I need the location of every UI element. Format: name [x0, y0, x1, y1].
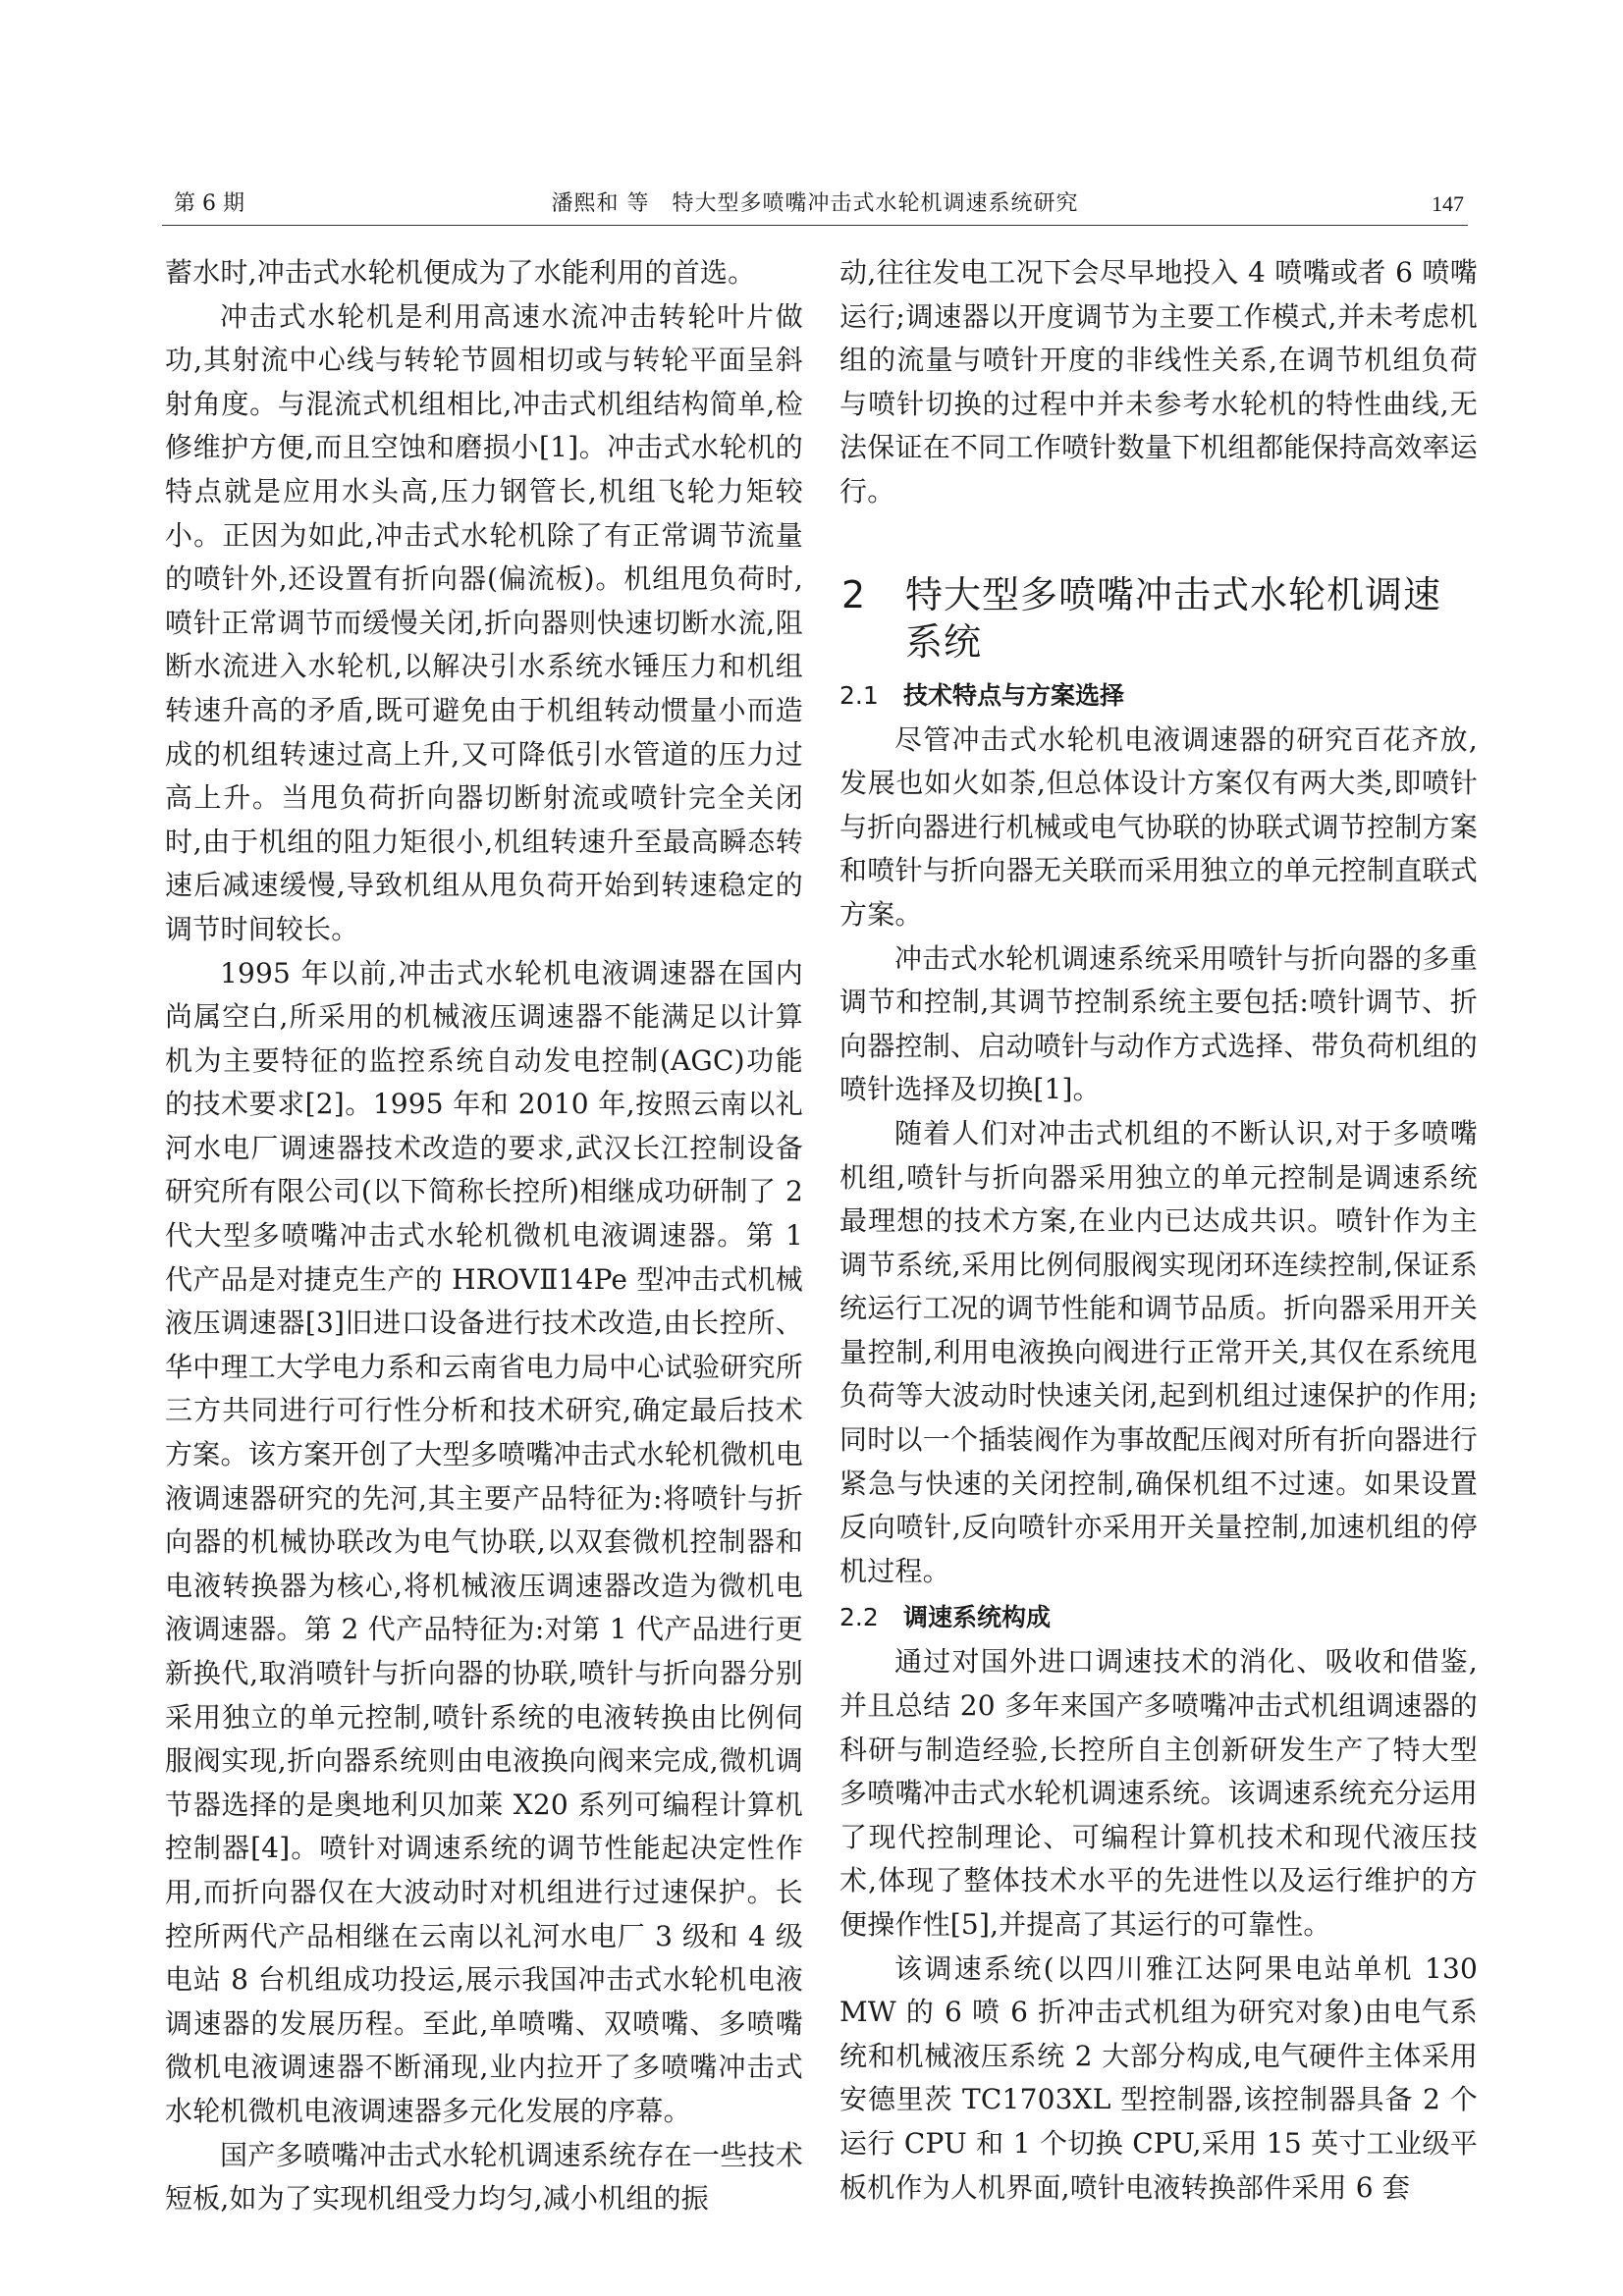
- paragraph: 蓄水时,冲击式水轮机便成为了水能利用的首选。: [165, 256, 756, 289]
- paragraph: 尽管冲击式水轮机电液调速器的研究百花齐放,发展也如火如荼,但总体设计方案仅有两大类,即喷针与折向器进行机械或电气协联的协联式调节控制方案和喷针与折向器无关联而采用独立的单元控制直联式方案。: [839, 722, 1478, 931]
- paragraph: 冲击式水轮机调速系统采用喷针与折向器的多重调节和控制,其调节控制系统主要包括:喷针调节、折向器控制、启动喷针与动作方式选择、带负荷机组的喷针选择及切换[1]。: [839, 941, 1478, 1106]
- paragraph: 通过对国外进口调速技术的消化、吸收和借鉴,并且总结 20 多年来国产多喷嘴冲击式机组调速器的科研与制造经验,长控所自主创新研发生产了特大型多喷嘴冲击式水轮机调速系统。该调速系统充分运用了现代控制理论、可编程计算机技术和现代液压技术,体现了整体技术水平的先进性以及运行维护的方便操作性[5],并提高了其运行的可靠性。: [839, 1645, 1478, 1941]
- running-title: 潘熙和 等 特大型多喷嘴冲击式水轮机调速系统研究: [551, 191, 1079, 216]
- subsection-title: 调速系统构成: [903, 1603, 1052, 1632]
- subsection-number: 2.1: [839, 680, 879, 710]
- section-title: 特大型多喷嘴冲击式水轮机调速系统: [905, 572, 1442, 664]
- subsection-title: 技术特点与方案选择: [903, 680, 1125, 710]
- subsection-heading: [839, 1599, 1478, 1636]
- subsection-heading: [839, 677, 1478, 715]
- left-column: [165, 251, 803, 2221]
- paragraph: 1995 年以前,冲击式水轮机电液调速器在国内尚属空白,所采用的机械液压调速器不能满足以计算机为主要特征的监控系统自动发电控制(AGC)功能的技术要求[2]。1995 年和 2010 年,按照云南以礼河水电厂调速器技术改造的要求,武汉长江控制设备研究所有限公司(以下简称长控所)相继成功研制了 2 代大型多喷嘴冲击式水轮机微机电液调速器。第 1 代产品是对捷克生产的 HROVⅡ14Pe 型冲击式机械液压调速器[3]旧进口设备进行技术改造,由长控所、华中理工大学电力系和云南省电力局中心试验研究所三方共同进行可行性分析和技术研究,确定最后技术方案。该方案开创了大型多喷嘴冲击式水轮机微机电液调速器研究的先河,其主要产品特征为:将喷针与折向器的机械协联改为电气协联,以双套微机控制器和电液转换器为核心,将机械液压调速器改造为微机电液调速器。第 2 代产品特征为:对第 1 代产品进行更新换代,取消喷针与折向器的协联,喷针与折向器分别采用独立的单元控制,喷针系统的电液转换由比例伺服阀实现,折向器系统则由电液换向阀来完成,微机调节器选择的是奥地利贝加莱 X20 系列可编程计算机控制器[4]。喷针对调速系统的调节性能起决定性作用,而折向器仅在大波动时对机组进行过速保护。长控所两代产品相继在云南以礼河水电厂 3 级和 4 级电站 8 台机组成功投运,展示我国冲击式水轮机电液调速器的发展历程。至此,单喷嘴、双喷嘴、多喷嘴微机电液调速器不断涌现,业内拉开了多喷嘴冲击式水轮机微机电液调速器多元化发展的序幕。: [165, 956, 803, 2127]
- paragraph: 冲击式水轮机是利用高速水流冲击转轮叶片做功,其射流中心线与转轮节圆相切或与转轮平面呈斜射角度。与混流式机组相比,冲击式机组结构简单,检修维护方便,而且空蚀和磨损小[1]。冲击式水轮机的特点就是应用水头高,压力钢管长,机组飞轮力矩较小。正因为如此,冲击式水轮机除了有正常调节流量的喷针外,还设置有折向器(偏流板)。机组甩负荷时,喷针正常调节而缓慢关闭,折向器则快速切断水流,阻断水流进入水轮机,以解决引水系统水锤压力和机组转速升高的矛盾,既可避免由于机组转动惯量小而造成的机组转速过高上升,又可降低引水管道的压力过高上升。当甩负荷折向器切断射流或喷针完全关闭时,由于机组的阻力矩很小,机组转速升至最高瞬态转速后减速缓慢,导致机组从甩负荷开始到转速稳定的调节时间较长。: [165, 299, 803, 945]
- page-number: 147: [1432, 191, 1464, 216]
- subsection-number: 2.2: [839, 1603, 879, 1632]
- section-heading: [839, 571, 1478, 666]
- paragraph: 动,往往发电工况下会尽早地投入 4 喷嘴或者 6 喷嘴运行;调速器以开度调节为主要工作模式,并未考虑机组的流量与喷针开度的非线性关系,在调节机组负荷与喷针切换的过程中并未参考水轮机的特性曲线,无法保证在不同工作喷针数量下机组都能保持高效率运行。: [839, 256, 1478, 507]
- paragraph: 随着人们对冲击式机组的不断认识,对于多喷嘴机组,喷针与折向器采用独立的单元控制是调速系统最理想的技术方案,在业内已达成共识。喷针作为主调节系统,采用比例伺服阀实现闭环连续控制,保证系统运行工况的调节性能和调节品质。折向器采用开关量控制,利用电液换向阀进行正常开关,其仅在系统甩负荷等大波动时快速关闭,起到机组过速保护的作用;同时以一个插装阀作为事故配压阀对所有折向器进行紧急与快速的关闭控制,确保机组不过速。如果设置反向喷针,反向喷针亦采用开关量控制,加速机组的停机过程。: [839, 1116, 1478, 1587]
- paragraph: 该调速系统(以四川雅江达阿果电站单机 130 MW 的 6 喷 6 折冲击式机组为研究对象)由电气系统和机械液压系统 2 大部分构成,电气硬件主体采用安德里茨 TC1703XL 型控制器,该控制器具备 2 个运行 CPU 和 1 个切换 CPU,采用 15 英寸工业级平板机作为人机界面,喷针电液转换部件采用 6 套: [839, 1951, 1478, 2204]
- right-column: [839, 251, 1478, 2210]
- section-number: 2: [841, 572, 866, 616]
- issue-number: 第 6 期: [174, 191, 244, 216]
- paragraph: 国产多喷嘴冲击式水轮机调速系统存在一些技术短板,如为了实现机组受力均匀,减小机组的振: [165, 2138, 803, 2216]
- running-header: [162, 187, 1468, 222]
- header-rule: [162, 225, 1468, 226]
